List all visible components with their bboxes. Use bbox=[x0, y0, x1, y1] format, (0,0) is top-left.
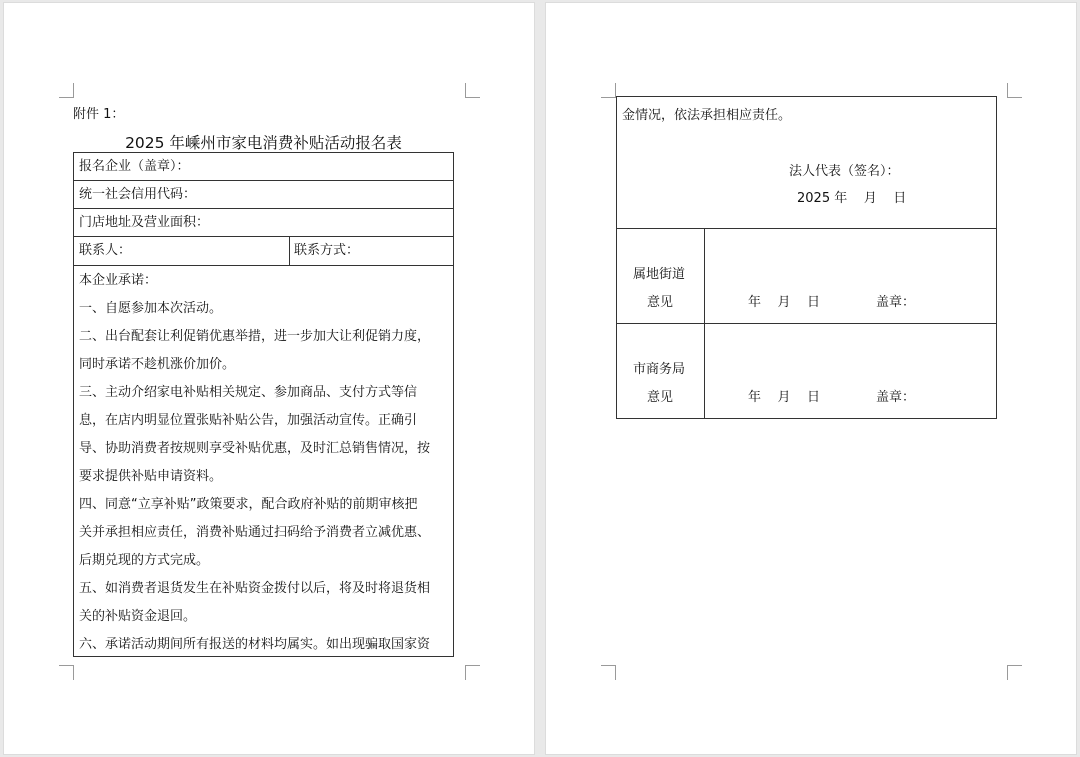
legal-representative-signature: 法人代表（签名）： bbox=[789, 164, 900, 179]
commitment-line: 同时承诺不趁机涨价加价。 bbox=[79, 357, 236, 372]
commitment-line: 五、如消费者退货发生在补贴资金拨付以后，将及时将退货相 bbox=[79, 581, 431, 596]
crop-mark-bottom-right bbox=[1007, 665, 1022, 680]
contact-row bbox=[74, 237, 453, 266]
commitment-line: 关的补贴资金退回。 bbox=[79, 609, 197, 624]
commitment-line: 一、自愿参加本次活动。 bbox=[79, 301, 223, 316]
commerce-bureau-opinion-label-2: 意见 bbox=[647, 390, 674, 405]
field-enterprise: 报名企业（盖章）： bbox=[74, 153, 453, 181]
crop-mark-top-left bbox=[601, 83, 616, 98]
signature-date: 2025 年 月 日 bbox=[797, 191, 907, 206]
crop-mark-bottom-left bbox=[601, 665, 616, 680]
crop-mark-bottom-left bbox=[59, 665, 74, 680]
crop-mark-top-right bbox=[465, 83, 480, 98]
commerce-bureau-opinion-seal: 盖章： bbox=[876, 390, 916, 405]
registration-table bbox=[73, 152, 454, 657]
commitment-line: 四、同意“立享补贴”政策要求，配合政府补贴的前期审核把 bbox=[79, 497, 418, 512]
commitment-line: 关并承担相应责任，消费补贴通过扫码给予消费者立减优惠、 bbox=[79, 525, 431, 540]
crop-mark-bottom-right bbox=[465, 665, 480, 680]
commitment-line: 导、协助消费者按规则享受补贴优惠，及时汇总销售情况，按 bbox=[79, 441, 431, 456]
document-page-2 bbox=[546, 3, 1076, 754]
commitment-line: 后期兑现的方式完成。 bbox=[79, 553, 210, 568]
crop-mark-top-left bbox=[59, 83, 74, 98]
commerce-bureau-opinion-label: 市商务局 bbox=[633, 362, 686, 377]
commitment-line: 本企业承诺： bbox=[79, 273, 158, 288]
street-opinion-seal: 盖章： bbox=[876, 295, 916, 310]
street-opinion-label-2: 意见 bbox=[647, 295, 674, 310]
column-divider bbox=[704, 228, 705, 418]
commitment-line: 息，在店内明显位置张贴补贴公告，加强活动宣传。正确引 bbox=[79, 413, 418, 428]
continuation-text: 金情况，依法承担相应责任。 bbox=[622, 108, 792, 123]
contact-divider bbox=[289, 237, 290, 266]
field-address-area: 门店地址及营业面积： bbox=[74, 209, 453, 237]
crop-mark-top-right bbox=[1007, 83, 1022, 98]
commitment-line: 要求提供补贴申请资料。 bbox=[79, 469, 223, 484]
field-credit-code: 统一社会信用代码： bbox=[74, 181, 453, 209]
row-divider bbox=[617, 228, 996, 229]
street-opinion-date: 年 月 日 bbox=[748, 295, 821, 310]
approval-table bbox=[616, 96, 997, 419]
commitment-line: 三、主动介绍家电补贴相关规定、参加商品、支付方式等信 bbox=[79, 385, 418, 400]
commitment-line: 二、出台配套让利促销优惠举措，进一步加大让利促销力度， bbox=[79, 329, 431, 344]
commitment-line: 六、承诺活动期间所有报送的材料均属实。如出现骗取国家资 bbox=[79, 637, 431, 652]
attachment-label: 附件 1： bbox=[73, 107, 125, 122]
row-divider bbox=[617, 323, 996, 324]
form-title: 2025 年嵊州市家电消费补贴活动报名表 bbox=[125, 134, 402, 152]
commerce-bureau-opinion-date: 年 月 日 bbox=[748, 390, 821, 405]
document-page-1 bbox=[4, 3, 534, 754]
street-opinion-label: 属地街道 bbox=[633, 267, 686, 282]
field-contact-method: 联系方式： bbox=[294, 243, 360, 258]
field-contact-person: 联系人： bbox=[79, 243, 132, 258]
